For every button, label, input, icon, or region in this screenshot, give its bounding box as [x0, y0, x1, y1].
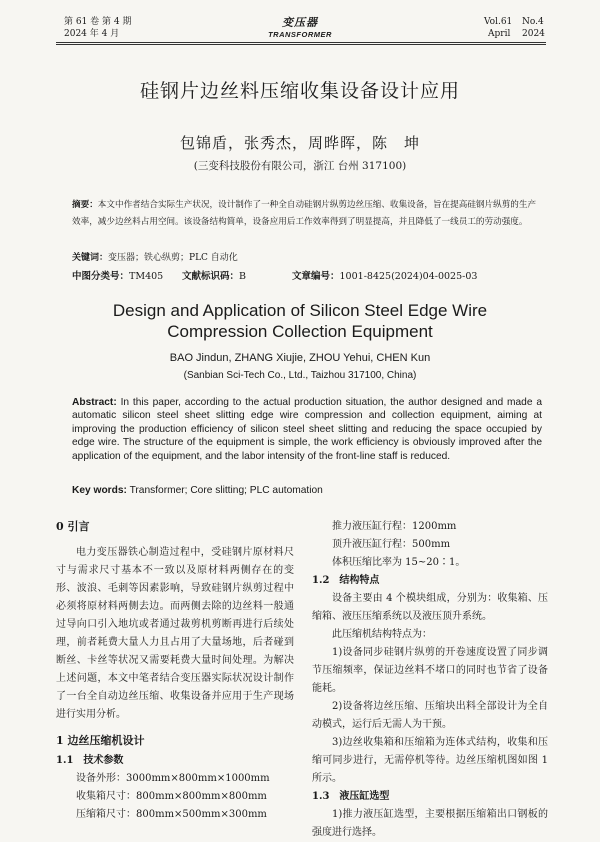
- param-push-cylinder: 推力液压缸行程：1200mm: [332, 521, 457, 532]
- volume-issue-cn: 第 61 卷 第 4 期: [64, 17, 132, 27]
- article-label: 文章编号：: [292, 271, 340, 282]
- clc-value: TM405: [129, 271, 164, 282]
- feature-item-1: 1)设备同步硅钢片纵剪的开卷速度设置了同步调节压缩频率，保证边丝料不堵口的同时也节省了设备能耗。: [312, 647, 548, 694]
- month-en: April: [488, 29, 511, 39]
- keywords-en-text: Transformer; Core slitting; PLC automation: [126, 485, 323, 496]
- right-column: [312, 518, 548, 842]
- section-1-2-paragraph-1: 设备主要由 4 个模块组成，分别为：收集箱、压缩箱、液压压缩系统以及液压顶升系统。: [312, 593, 548, 622]
- authors-cn: 包锦盾，张秀杰，周晔晖，陈 坤: [179, 134, 420, 152]
- year-en: 2024: [522, 29, 545, 39]
- section-1-2-paragraph-2: 此压缩机结构特点为：: [332, 629, 432, 640]
- paper-title-en-line1: Design and Application of Silicon Steel Edge Wire: [112, 301, 488, 320]
- affiliation-en: (Sanbian Sci-Tech Co., Ltd., Taizhou 317100, China): [183, 370, 417, 381]
- paper-title-en-line2: Compression Collection Equipment: [167, 322, 433, 341]
- classification-row: [72, 268, 552, 282]
- journal-logo-en: TRANSFORMER: [268, 30, 332, 39]
- abstract-en: [72, 396, 542, 463]
- keywords-en-label: Key words:: [72, 485, 127, 496]
- abstract-en-text: In this paper, according to the actual production situation, the author designed and made a automatic silicon steel sheet slitting edge wire compression and collection equipment, aiming at improving the production efficiency of silicon steel sheet slitting and reducing the space occupied by edge wire. The structure of the equipment is simple, the work efficiency is obviously improved after the application of the equipment, and the labor intensity of the front-line staff is reduced.: [72, 397, 542, 462]
- journal-logo-cn: 变压器: [282, 16, 318, 29]
- date-cn: 2024 年 4 月: [64, 29, 120, 39]
- journal-logo: [258, 14, 342, 39]
- doc-label: 文献标识码：: [182, 271, 240, 282]
- param-compressor-size: 压缩箱尺寸：800mm×500mm×300mm: [76, 809, 267, 820]
- doc-value: B: [239, 271, 246, 282]
- section-0-heading: 0 引言: [56, 520, 90, 533]
- section-1-3-paragraph-1: 1)推力液压缸选型，主要根据压缩箱出口钢板的强度进行选择。: [312, 809, 548, 838]
- volume-en: Vol.61: [484, 17, 513, 27]
- section-1-1-heading: 1.1 技术参数: [56, 755, 124, 766]
- abstract-cn-text: 本文中作者结合实际生产状况，设计制作了一种全自动硅钢片纵剪边丝压缩、收集设备，旨在提高硅钢片纵剪的生产效率，减少边丝料占用空间。该设备结构简单，设备应用后工作效率得到了明显提高，并且降低了一线员工的劳动强度。: [72, 200, 537, 227]
- abstract-cn: [72, 197, 542, 231]
- affiliation-cn: (三变科技股份有限公司，浙江 台州 317100): [193, 160, 407, 172]
- paper-title-cn: 硅钢片边丝料压缩收集设备设计应用: [139, 80, 460, 102]
- paper-title-en: [0, 300, 600, 342]
- header-rule-top: [56, 42, 546, 43]
- header-rule-bottom: [56, 44, 546, 45]
- clc-number: [72, 268, 182, 282]
- issue-en: No.4: [522, 17, 544, 27]
- param-lift-cylinder: 顶升液压缸行程：500mm: [332, 539, 451, 550]
- article-value: 1001-8425(2024)04-0025-03: [339, 271, 478, 282]
- keywords-cn: [72, 250, 238, 263]
- doc-code: [182, 268, 292, 282]
- keywords-en: [72, 485, 323, 496]
- section-1-2-heading: 1.2 结构特点: [312, 575, 380, 586]
- authors-en: BAO Jindun, ZHANG Xiujie, ZHOU Yehui, CHEN Kun: [169, 352, 431, 364]
- article-number: [292, 268, 477, 282]
- abstract-cn-label: 摘要：: [72, 200, 98, 210]
- abstract-en-label: Abstract:: [72, 397, 117, 408]
- section-1-3-heading: 1.3 液压缸选型: [312, 791, 390, 802]
- param-compression-ratio: 体积压缩比率为 15~20∶1。: [332, 557, 466, 568]
- feature-item-2: 2)设备将边丝压缩、压缩块出料全部设计为全自动模式，运行后无需人为干预。: [312, 701, 548, 730]
- keywords-cn-label: 关键词：: [72, 253, 109, 263]
- keywords-cn-text: 变压器；铁心纵剪；PLC 自动化: [108, 253, 238, 263]
- clc-label: 中图分类号：: [72, 271, 130, 282]
- section-0-paragraph: 电力变压器铁心制造过程中，受硅钢片原材料尺寸与需求尺寸基本不一致以及原材料两侧存在的变形、波浪、毛刺等因素影响，导致硅钢片纵剪过程中必须将原材料两侧去边。而两侧去除的边丝料一般通过导向口引入地坑或者通过裁剪机剪断再进行后续处理，前者耗费大量人力且占用了大量场地，后者碰到断丝、卡丝等状况又需要耗费大量时间处理。为解决上述问题，本文中笔者结合变压器实际状况设计制作了一台全自动边丝压缩、收集设备并应用于生产现场进行实用分析。: [56, 547, 294, 720]
- param-dimensions: 设备外形：3000mm×800mm×1000mm: [76, 773, 270, 784]
- left-column: [56, 518, 294, 820]
- section-1-heading: 1 边丝压缩机设计: [56, 734, 145, 747]
- param-collector-size: 收集箱尺寸：800mm×800mm×800mm: [76, 791, 267, 802]
- feature-item-3: 3)边丝收集箱和压缩箱为连体式结构，收集和压缩可同步进行，无需停机等待。边丝压缩机图如图 1 所示。: [312, 737, 548, 784]
